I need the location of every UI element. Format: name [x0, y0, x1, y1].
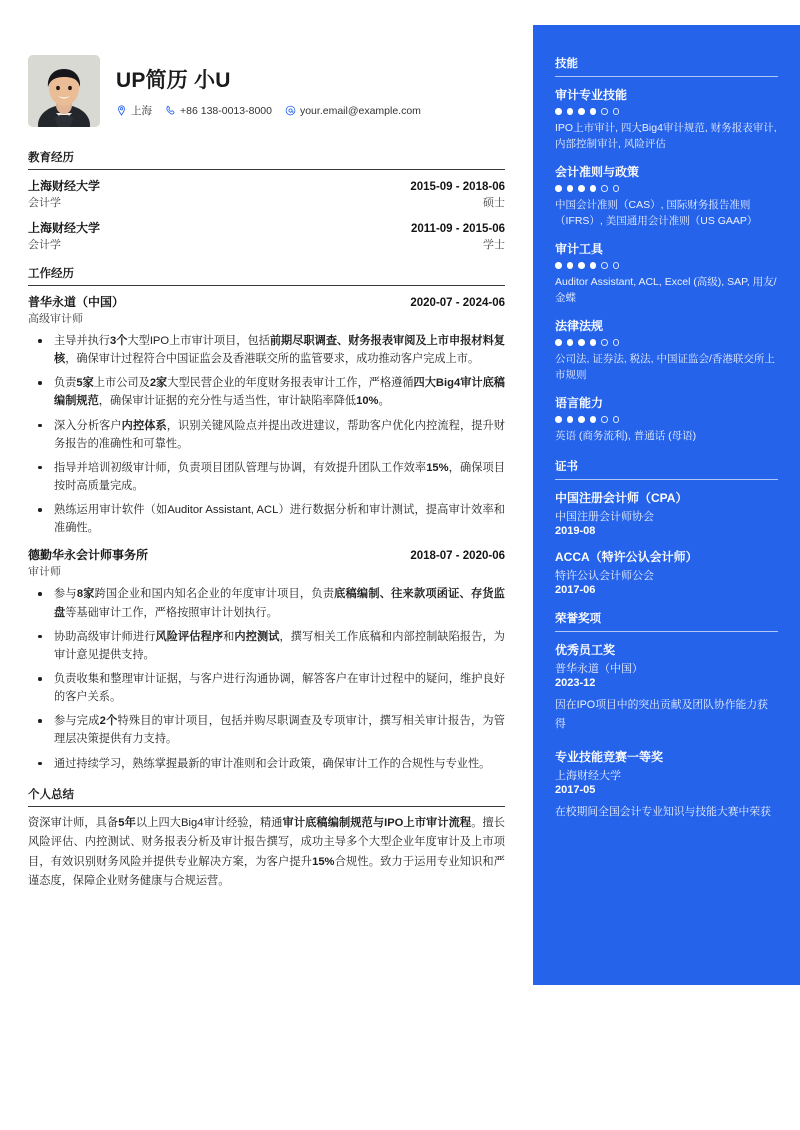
skill-name: 审计专业技能	[555, 88, 628, 102]
work-company: 德勤华永会计师事务所	[28, 548, 149, 563]
skills-section	[555, 55, 778, 444]
contact-email	[285, 105, 421, 117]
award-item	[555, 641, 778, 735]
rating-dot	[578, 416, 585, 423]
work-section	[28, 265, 505, 773]
rating-dot	[601, 416, 608, 423]
certificate-item	[555, 489, 778, 537]
work-bullet: 负责5家上市公司及2家大型民营企业的年度财务报表审计工作，严格遵循四大Big4审计底稿编制规范，确保审计证据的充分性与适当性，审计缺陷率降低10%。	[28, 374, 505, 410]
rating-dot	[613, 416, 620, 423]
skill-item	[555, 240, 778, 306]
award-name: 专业技能竞赛一等奖	[555, 749, 664, 764]
contact-email-value: your.email@example.com	[299, 104, 421, 117]
certificate-date: 2017-06	[555, 583, 596, 596]
work-entry	[28, 546, 505, 772]
summary-text: 资深审计师，具备5年以上四大Big4审计经验，精通审计底稿编制规范与IPO上市审计流程。擅长风险评估、内控测试、财务报表分析及审计报告撰写，成功主导多个大型企业年度审计及上市项目，有效识别财务风险并提供专业解决方案，为客户提升15%合规性。致力于运用专业知识和严谨态度，保障企业财务健康与合规运营。	[28, 816, 505, 888]
skill-description: 英语 (商务流利), 普通话 (母语)	[555, 429, 697, 442]
contact-location-value: 上海	[131, 105, 152, 117]
education-major: 会计学	[28, 239, 61, 251]
rating-dot	[567, 339, 574, 346]
rating-dot	[567, 185, 574, 192]
work-bullet: 主导并执行3个大型IPO上市审计项目，包括前期尽职调查、财务报表审阅及上市申报材料复核，确保审计过程符合中国证监会及香港联交所的监管要求，成功推动客户完成上市。	[28, 332, 505, 368]
rating-dot	[578, 185, 585, 192]
award-date: 2017-05	[555, 783, 596, 796]
rating-dot	[613, 108, 620, 115]
resume-sheet	[0, 25, 800, 985]
work-entry	[28, 293, 505, 537]
skill-rating	[555, 416, 778, 423]
work-bullet: 通过持续学习，熟练掌握最新的审计准则和会计政策，确保审计工作的合规性与专业性。	[28, 755, 505, 773]
award-name: 优秀员工奖	[555, 642, 616, 657]
skill-item	[555, 86, 778, 152]
certificate-date: 2019-08	[555, 524, 596, 537]
award-org: 上海财经大学	[555, 769, 621, 782]
education-entry	[28, 177, 505, 210]
phone-icon	[165, 105, 176, 116]
education-date: 2011-09 - 2015-06	[411, 223, 505, 235]
award-item	[555, 748, 778, 822]
rating-dot	[590, 185, 597, 192]
location-pin-icon	[116, 105, 127, 116]
education-major: 会计学	[28, 197, 61, 209]
rating-dot	[590, 108, 597, 115]
work-bullet: 指导并培训初级审计师，负责项目团队管理与协调，有效提升团队工作效率15%，确保项目按时高质量完成。	[28, 459, 505, 495]
rating-dot	[613, 185, 620, 192]
certificate-name: 中国注册会计师（CPA）	[555, 490, 688, 505]
skill-description: 公司法, 证券法, 税法, 中国证监会/香港联交所上市规则	[555, 352, 775, 381]
education-entry	[28, 219, 505, 252]
skill-name: 审计工具	[555, 242, 604, 257]
award-org: 普华永道（中国）	[555, 662, 643, 675]
education-section	[28, 149, 505, 252]
awards-title: 荣誉奖项	[555, 610, 778, 632]
skill-item	[555, 394, 778, 444]
email-at-icon	[285, 105, 296, 116]
work-bullets	[28, 332, 505, 537]
certificate-org: 特许公认会计师公会	[555, 569, 654, 582]
rating-dot	[555, 339, 562, 346]
skill-rating	[555, 262, 778, 269]
certificate-item	[555, 548, 778, 596]
avatar	[28, 55, 100, 127]
education-degree: 学士	[483, 239, 505, 251]
work-title: 工作经历	[28, 265, 505, 286]
contact-phone-value: +86 138-0013-8000	[180, 104, 272, 117]
work-date: 2018-07 - 2020-06	[410, 550, 505, 563]
work-date: 2020-07 - 2024-06	[410, 297, 505, 309]
rating-dot	[590, 262, 597, 269]
education-date: 2015-09 - 2018-06	[410, 181, 505, 193]
skill-rating	[555, 185, 778, 192]
skill-item	[555, 163, 778, 229]
skill-name: 法律法规	[555, 319, 604, 334]
awards-section	[555, 610, 778, 822]
rating-dot	[601, 339, 608, 346]
work-company: 普华永道（中国）	[28, 295, 125, 309]
contact-phone	[165, 105, 272, 117]
education-title: 教育经历	[28, 149, 505, 170]
education-degree: 硕士	[483, 197, 505, 209]
rating-dot	[590, 416, 597, 423]
profile-name: UP简历 小U	[116, 69, 231, 92]
rating-dot	[555, 262, 562, 269]
profile-header	[28, 55, 505, 127]
education-school: 上海财经大学	[28, 221, 101, 235]
summary-section	[28, 786, 505, 892]
profile-text	[116, 64, 505, 118]
contact-location	[116, 103, 152, 118]
rating-dot	[555, 416, 562, 423]
certificates-section	[555, 458, 778, 596]
rating-dot	[613, 339, 620, 346]
rating-dot	[555, 108, 562, 115]
rating-dot	[578, 262, 585, 269]
rating-dot	[567, 416, 574, 423]
rating-dot	[578, 339, 585, 346]
certificates-title: 证书	[555, 458, 778, 480]
work-bullet: 负责收集和整理审计证据，与客户进行沟通协调，解答客户在审计过程中的疑问，维护良好的客户关系。	[28, 670, 505, 706]
rating-dot	[578, 108, 585, 115]
summary-title: 个人总结	[28, 786, 505, 807]
skill-description: 中国会计准则（CAS）, 国际财务报告准则（IFRS）, 美国通用会计准则（US GAAP）	[555, 198, 758, 227]
work-bullet: 参与8家跨国企业和国内知名企业的年度审计项目，负责底稿编制、往来款项函证、存货监盘等基础审计工作，严格按照审计计划执行。	[28, 585, 505, 621]
skill-description: IPO上市审计, 四大Big4审计规范, 财务报表审计, 内部控制审计, 风险评估	[555, 121, 777, 150]
skill-item	[555, 317, 778, 383]
work-bullet: 深入分析客户内控体系，识别关键风险点并提出改进建议，帮助客户优化内控流程，提升财务报告的准确性和可靠性。	[28, 417, 505, 453]
contact-list	[116, 103, 505, 118]
rating-dot	[567, 262, 574, 269]
award-date: 2023-12	[555, 676, 596, 689]
skill-name: 语言能力	[555, 396, 604, 411]
sidebar	[533, 25, 800, 985]
rating-dot	[601, 108, 608, 115]
skill-description: Auditor Assistant, ACL, Excel (高级), SAP, 用友/金蝶	[555, 275, 777, 304]
award-description: 在校期间全国会计专业知识与技能大赛中荣获	[555, 805, 771, 818]
education-school: 上海财经大学	[28, 179, 101, 193]
certificate-name: ACCA（特许公认会计师）	[555, 549, 698, 564]
work-bullet: 熟练运用审计软件（如Auditor Assistant, ACL）进行数据分析和审计测试，提高审计效率和准确性。	[28, 501, 505, 537]
award-description: 因在IPO项目中的突出贡献及团队协作能力获得	[555, 698, 768, 731]
rating-dot	[613, 262, 620, 269]
skill-rating	[555, 339, 778, 346]
work-bullet: 参与完成2个特殊目的审计项目，包括并购尽职调查及专项审计，撰写相关审计报告，为管理层决策提供有力支持。	[28, 712, 505, 748]
main-column	[0, 25, 533, 985]
rating-dot	[590, 339, 597, 346]
rating-dot	[601, 262, 608, 269]
skills-title: 技能	[555, 55, 778, 77]
work-bullet: 协助高级审计师进行风险评估程序和内控测试，撰写相关工作底稿和内部控制缺陷报告，为审计意见提供支持。	[28, 628, 505, 664]
work-role: 高级审计师	[28, 313, 83, 325]
work-bullets	[28, 585, 505, 772]
rating-dot	[567, 108, 574, 115]
work-role: 审计师	[28, 566, 61, 579]
skill-rating	[555, 108, 778, 115]
skill-name: 会计准则与政策	[555, 165, 640, 180]
rating-dot	[555, 185, 562, 192]
certificate-org: 中国注册会计师协会	[555, 510, 654, 523]
rating-dot	[601, 185, 608, 192]
